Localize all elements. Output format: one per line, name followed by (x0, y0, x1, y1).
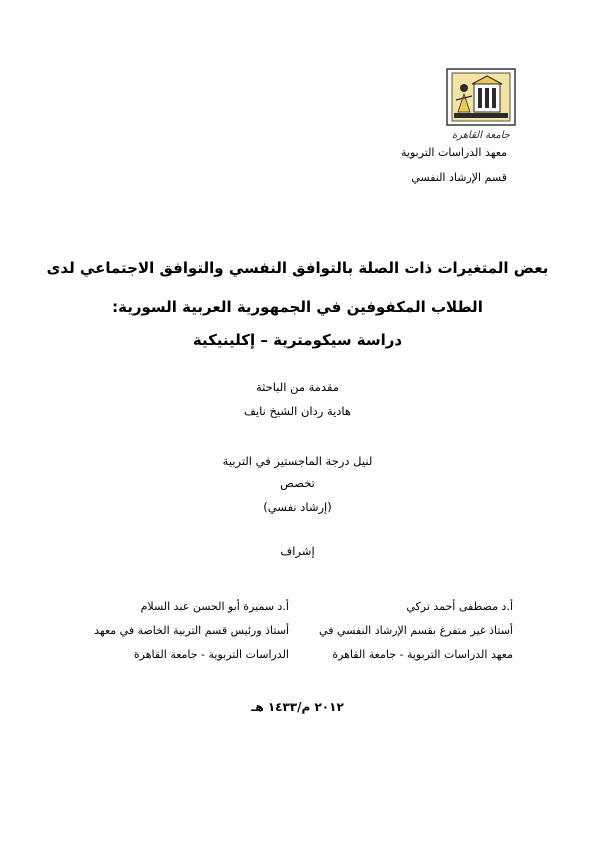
supervisor-right-affiliation: معهد الدراسات التربوية - جامعة القاهرة (332, 648, 513, 661)
supervisor-right-name: أ.د مصطفى أحمد تركي (406, 600, 513, 613)
logo-inscription: جامعة القاهرة (452, 130, 510, 141)
presented-by-label: مقدمة من الباحثة (256, 380, 339, 394)
specialty-value: (إرشاد نفسي) (263, 500, 332, 514)
supervisor-left-name: أ.د سميرة أبو الحسن عبد السلام (140, 600, 289, 613)
supervisor-right-title: أستاذ غير متفرغ بقسم الإرشاد النفسي في (319, 624, 513, 637)
institute-name: معهد الدراسات التربوية (400, 146, 507, 159)
researcher-name: هادية ردان الشيخ نايف (244, 404, 351, 418)
supervisor-left-title: أستاذ ورئيس قسم التربية الخاصة في معهد (94, 624, 289, 637)
degree-purpose: لنيل درجة الماجستير في التربية (222, 454, 373, 468)
supervision-label: إشراف (280, 544, 315, 558)
thesis-title-line-1: بعض المتغيرات ذات الصلة بالتوافق النفسي والتوافق الاجتماعي لدى (46, 259, 549, 277)
department-name: قسم الإرشاد النفسي (411, 171, 507, 184)
thesis-title-line-2: الطلاب المكفوفين في الجمهورية العربية السورية: (112, 298, 483, 316)
specialty-label: تخصص (280, 476, 315, 490)
submission-date: ٢٠١٢ م/١٤٣٣ هـ (251, 700, 344, 714)
thesis-title-line-3: دراسة سيكومترية – إكلينيكية (192, 331, 403, 349)
supervisor-left-affiliation: الدراسات التربوية - جامعة القاهرة (133, 648, 289, 661)
cairo-university-logo (444, 66, 518, 144)
